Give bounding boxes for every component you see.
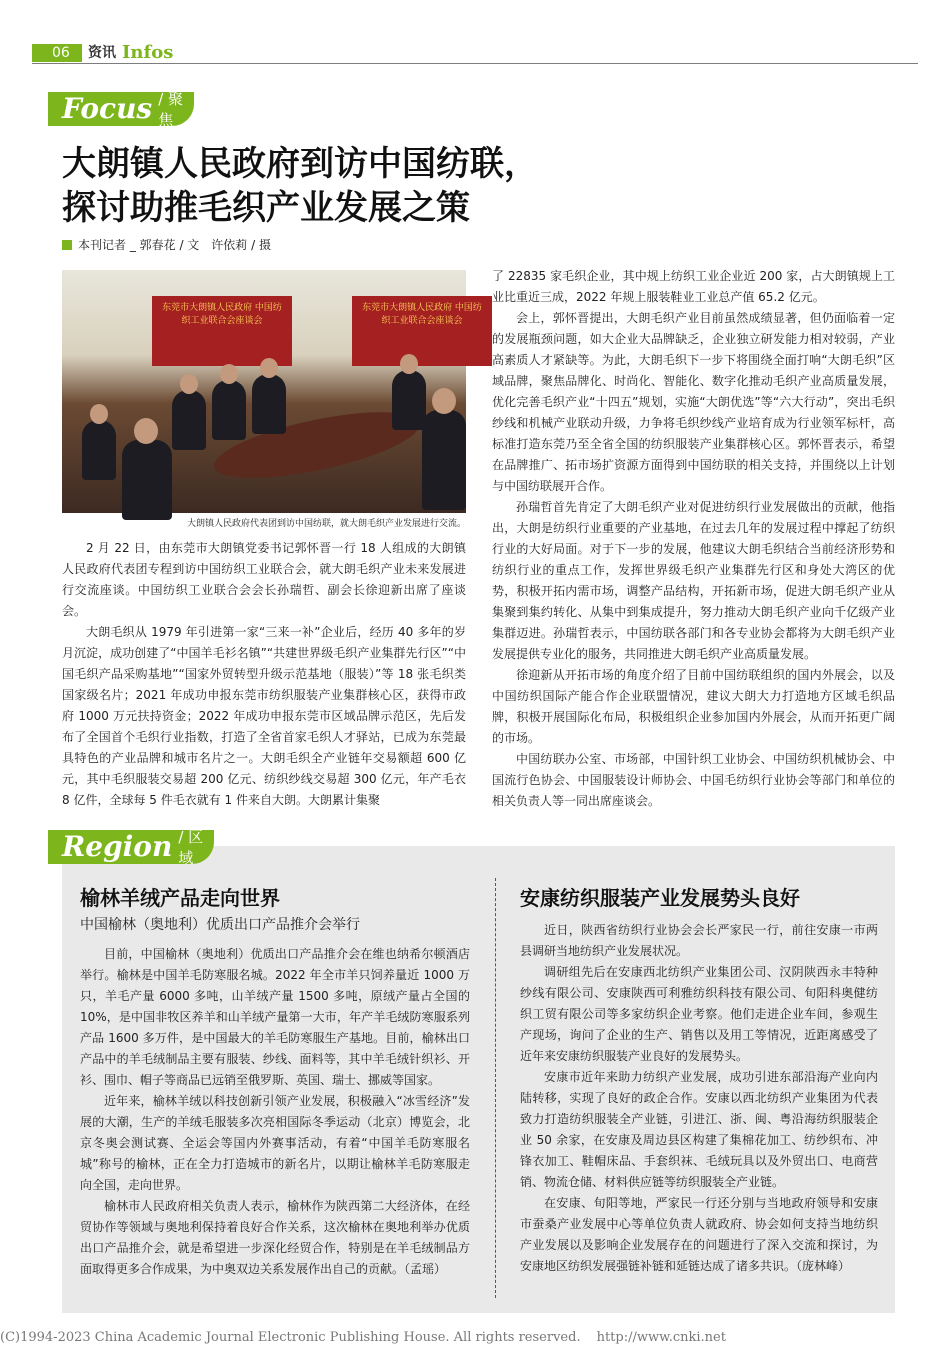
paragraph: 了 22835 家毛织企业，其中规上纺织工业企业近 200 家，占大朗镇规上工业比重近三成，2022 年规上服装鞋业工业总产值 65.2 亿元。: [492, 269, 895, 304]
bullet-square-icon: [62, 240, 72, 250]
meeting-photo: [62, 270, 482, 513]
region-tag-en: Region: [62, 830, 173, 863]
paragraph: 徐迎新从开拓市场的角度介绍了目前中国纺联组织的国内外展会，以及中国纺织国际产能合作企业联盟情况，建议大朗大力打造地方区域毛织品牌，积极开展国际化布局，积极组织企业参加国内外展会，从而开拓更广阔的市场。: [492, 668, 895, 745]
paragraph: 目前，中国榆林（奥地利）优质出口产品推介会在维也纳希尔顿酒店举行。榆林是中国羊毛防寒服名城。2022 年全市羊只饲养量近 1000 万只，羊毛产量 6000 多吨，山羊绒产量 1500 多吨，原绒产量占全国的 10%，是中国非牧区养羊和山羊绒产量第一大市，年产羊毛绒防寒服系列产品 1600 多万件，是中国最大的羊毛防寒服生产基地。目前，榆林出口产品中的羊毛绒制品主要有服装、纱线、面料等，其中羊毛绒针织衫、开衫、围巾、帽子等商品已远销至俄罗斯、英国、瑞士、挪威等国家。: [80, 947, 470, 1087]
article-a-subtitle: 中国榆林（奥地利）优质出口产品推介会举行: [80, 917, 360, 933]
byline: [62, 236, 271, 253]
photo-banner-left: 东莞市大朗镇人民政府 中国纺织工业联合会座谈会: [152, 296, 292, 366]
paragraph: 近年来，榆林羊绒以科技创新引领产业发展，积极融入“冰雪经济”发展的大潮，生产的羊绒毛服装多次亮相国际冬季运动（北京）博览会，北京冬奥会测试赛、全运会等国内外赛事活动，有着“中国羊毛防寒服名城”称号的榆林，正在全力打造城市的新名片，以期让榆林羊毛防寒服走向全国，走向世界。: [80, 1094, 470, 1192]
copyright-text: (C)1994-2023 China Academic Journal Electronic Publishing House. All rights reserved.: [0, 1330, 581, 1345]
byline-text: 本刊记者 _ 郭春花 / 文 许依莉 / 摄: [78, 238, 271, 252]
article-a-title: 榆林羊绒产品走向世界: [80, 886, 280, 910]
paragraph: 会上，郭怀晋提出，大朗毛织产业目前虽然成绩显著，但仍面临着一定的发展瓶颈问题，如大企业大品牌缺乏，企业独立研发能力相对较弱，产业高素质人才紧缺等。为此，大朗毛织下一步下将围绕全面打响“大朗毛织”区域品牌，聚焦品牌化、时尚化、智能化、数字化推动毛织产业高质量发展，优化完善毛织产业“十四五”规划，实施“大朗优选”等“六大行动”，突出毛织纱线和机械产业联动升级，力争将毛织纱线产业培育成为行业领军标杆，高标准打造东莞乃至全省全国的纺织服装产业集群核心区。郭怀晋表示，希望在品牌推广、拓市场扩资源方面得到中国纺联的相关支持，并围绕以上计划与中国纺联展开合作。: [492, 311, 895, 493]
footer-url: http://www.cnki.net: [596, 1330, 726, 1345]
page-header: [32, 42, 918, 64]
focus-tag-zh: / 聚焦: [158, 90, 184, 129]
article-title: [62, 142, 538, 230]
paragraph: 中国纺联办公室、市场部，中国针织工业协会、中国纺织机械协会、中国流行色协会、中国服装设计师协会、中国毛纺织行业协会等部门和单位的相关负责人等一同出席座谈会。: [492, 752, 895, 808]
article-b-title: 安康纺织服装产业发展势头良好: [520, 886, 800, 910]
article-b-body: [520, 920, 878, 1277]
paragraph: 调研组先后在安康西北纺织产业集团公司、汉阴陕西永丰特种纱线有限公司、安康陕西可利雅纺织科技有限公司、旬阳科奥健纺织工贸有限公司等多家纺织企业考察。他们走进企业车间，参观生产现场，询问了企业的生产、销售以及用工等情况，近距离感受了近年来安康纺织服装产业良好的发展势头。: [520, 965, 878, 1063]
paragraph: 在安康、旬阳等地，严家民一行还分别与当地政府领导和安康市蚕桑产业发展中心等单位负责人就政府、协会如何支持当地纺织产业发展以及影响企业发展存在的问题进行了深入交流和探讨，为安康地区纺织发展强链补链和延链达成了诸多共识。（庞林峰）: [520, 1196, 878, 1273]
article-right-column: [492, 266, 895, 812]
paragraph: 2 月 22 日，由东莞市大朗镇党委书记郭怀晋一行 18 人组成的大朗镇人民政府代表团专程到访中国纺织工业联合会，就大朗毛织产业未来发展进行交流座谈。中国纺织工业联合会会长孙瑞哲、副会长徐迎新出席了座谈会。: [62, 541, 466, 618]
section-label: 资讯: [88, 45, 116, 61]
title-line-2: 探讨助推毛织产业发展之策: [62, 188, 470, 228]
copyright-footer: [0, 1330, 726, 1345]
region-tag: [48, 828, 214, 867]
photo-caption: 大朗镇人民政府代表团到访中国纺联，就大朗毛织产业发展进行交流。: [186, 519, 466, 529]
paragraph: 榆林市人民政府相关负责人表示，榆林作为陕西第二大经济体，在经贸协作等领域与奥地利保持着良好合作关系，这次榆林在奥地利举办优质出口产品推介会，就是希望进一步深化经贸合作，特别是在羊毛绒制品方面取得更多合作成果，为中奥双边关系发展作出自己的贡献。（孟瑶）: [80, 1199, 470, 1276]
paragraph: 近日，陕西省纺织行业协会会长严家民一行，前往安康一市两县调研当地纺织产业发展状况。: [520, 923, 878, 958]
paragraph: 安康市近年来助力纺织产业发展，成功引进东部沿海产业向内陆转移，实现了良好的政企合作。安康以西北纺织产业集团为代表致力打造纺织服装全产业链，引进江、浙、闽、粤沿海纺织服装企业 50 余家，在安康及周边县区构建了集棉花加工、纺纱织布、冲锋衣加工、鞋帽床品、手套织袜、毛绒玩具以及外贸出口、电商营销、物流仓储、材料供应链等纺织服装全产业链。: [520, 1070, 878, 1189]
region-tag-zh: / 区域: [178, 828, 204, 867]
paragraph: 大朗毛织从 1979 年引进第一家“三来一补”企业后，经历 40 多年的岁月沉淀，成功创建了“中国羊毛衫名镇”“共建世界级毛织产业集群先行区”“中国毛织产品采购基地”“国家外贸转型升级示范基地（服装）”等 18 张毛织类国家级名片；2021 年成功申报东莞市纺织服装产业集群核心区，获得市政府 1000 万元扶持资金；2022 年成功申报东莞市区域品牌示范区，先后发布了全国首个毛织行业指数，打造了全省首家毛织人才驿站，已成为东莞最具特色的产业品牌和城市名片之一。大朗毛织全产业链年交易额超 600 亿元，其中毛织服装交易超 200 亿元、纺织纱线交易超 300 亿元，年产毛衣 8 亿件，全球每 5 件毛衣就有 1 件来自大朗。大朗累计集聚: [62, 625, 466, 807]
page-number: 06: [32, 44, 82, 62]
article-left-column: [62, 538, 466, 811]
article-a-body: [80, 944, 470, 1280]
focus-tag: [48, 90, 194, 129]
focus-tag-en: Focus: [62, 92, 153, 125]
section-label-en: Infos: [122, 42, 174, 63]
paragraph: 孙瑞哲首先肯定了大朗毛织产业对促进纺织行业发展做出的贡献，他指出，大朗是纺织行业重要的产业基地，在过去几年的发展过程中撑起了纺织行业的大好局面。对于下一步的发展，他建议大朗毛织结合当前经济形势和纺织行业的重点工作，发挥世界级毛织产业集群先行区和身处大湾区的优势，积极开拓内需市场，调整产品结构，开拓新市场，促进大朗毛织产业从集聚到集约转化、从集中到集成提升，努力推动大朗毛织产业向千亿级产业集群迈进。孙瑞哲表示，中国纺联各部门和各专业协会都将为大朗毛织产业发展提供专业化的服务，共同推进大朗毛织产业高质量发展。: [492, 500, 895, 661]
photo-banner-right: 东莞市大朗镇人民政府 中国纺织工业联合会座谈会: [352, 296, 492, 366]
column-divider: [495, 878, 496, 1298]
title-line-1: 大朗镇人民政府到访中国纺联，: [62, 144, 538, 184]
